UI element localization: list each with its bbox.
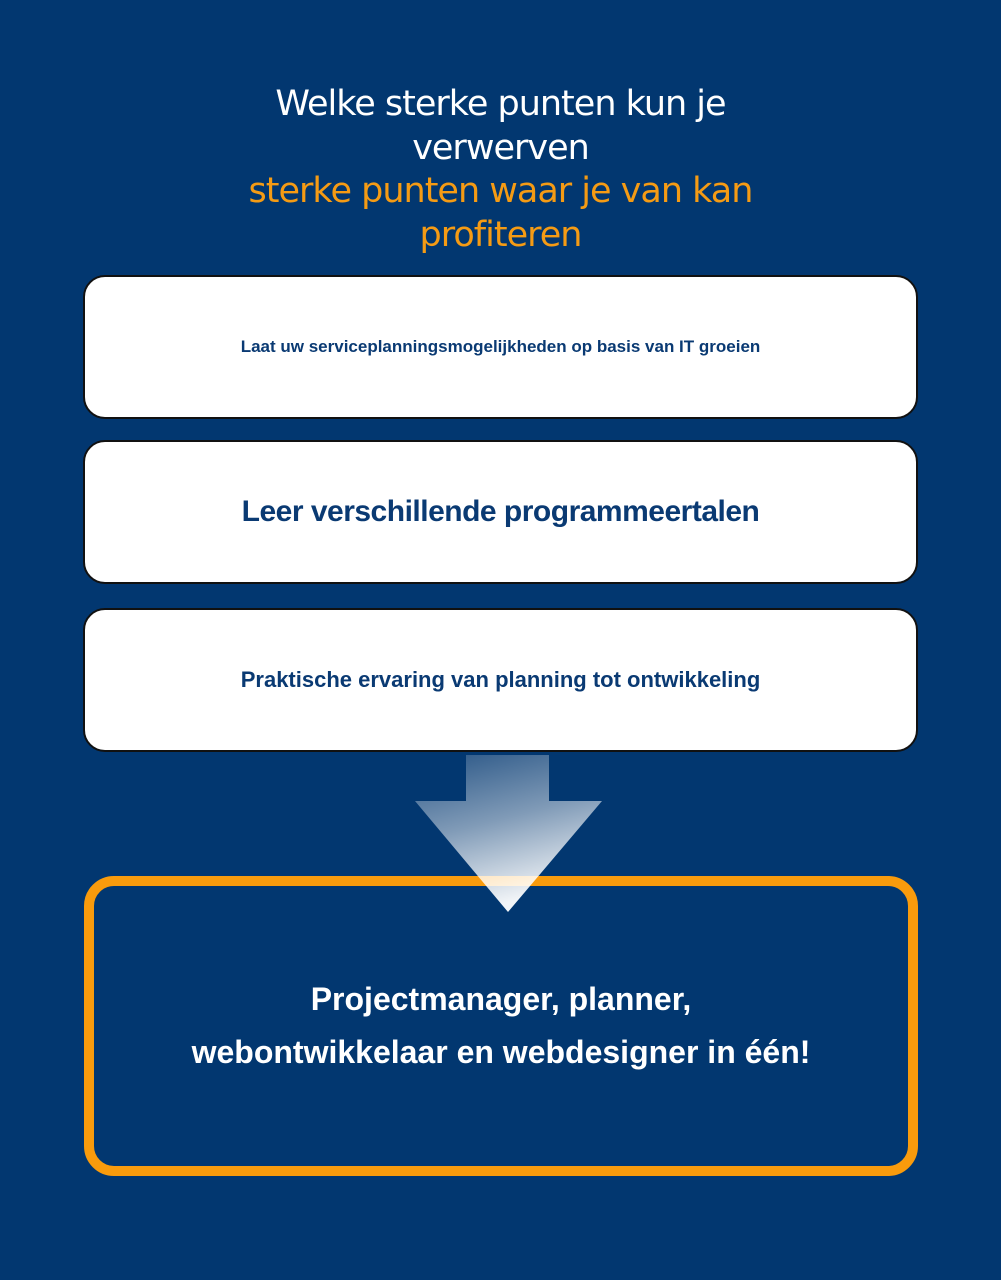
result-box: [84, 876, 918, 1176]
strength-card-2: [83, 440, 918, 584]
strength-card-label: Leer verschillende programmeertalen: [241, 495, 760, 528]
strength-card-label: Laat uw serviceplanningsmogelijkheden op basis van IT groeien: [240, 337, 761, 356]
result-line-1: Projectmanager, planner,: [310, 981, 692, 1017]
result-line-2: webontwikkelaar en webdesigner in één!: [191, 1034, 811, 1070]
strength-card-label: Praktische ervaring van planning tot ontwikkeling: [240, 667, 761, 692]
subtitle-line-1: sterke punten waar je van kan: [248, 171, 753, 211]
title-line-1: Welke sterke punten kun je: [275, 84, 726, 124]
subtitle: [0, 169, 1001, 257]
title-line-2: verwerven: [412, 128, 589, 168]
main-title: [0, 82, 1001, 170]
strength-card-3: [83, 608, 918, 752]
strength-card-1: [83, 275, 918, 419]
subtitle-line-2: profiteren: [419, 215, 582, 255]
down-arrow-icon: [415, 755, 602, 912]
